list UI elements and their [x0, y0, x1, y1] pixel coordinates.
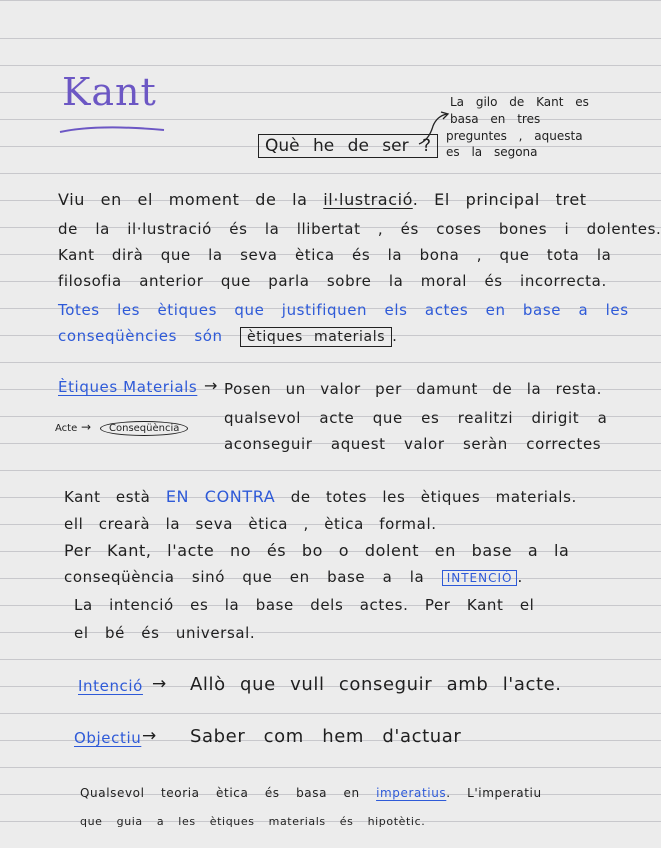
intro-line-1-start: Viu en el moment de la [58, 190, 308, 209]
etiques-materials-term: Ètiques Materials [58, 378, 198, 396]
intro-line-4: filosofia anterior que parla sobre la moral és incorrecta. [58, 272, 607, 290]
contra-line-4-start: conseqüència sinó que en base a la [64, 568, 425, 586]
intro-line-5: Totes les ètiques que justifiquen els actes en base a les [58, 301, 629, 319]
closing-line-1-end: . L'imperatiu [446, 786, 542, 800]
intro-line-1-end: . El principal tret [412, 190, 587, 209]
intencio-term: Intenció [78, 677, 143, 695]
intro-line-2: de la il·lustració és la llibertat , és coses bones i dolentes. [58, 220, 661, 238]
contra-line-1 [64, 487, 577, 506]
intencio-box: INTENCIÓ [442, 570, 518, 586]
closing-line-1-start: Qualsevol teoria ètica és basa en [80, 786, 360, 800]
imperatius-term: imperatius [376, 786, 447, 800]
question-box: Què he de ser ? [258, 134, 438, 158]
intro-line-1 [58, 190, 587, 209]
contra-line-6: el bé és universal. [74, 624, 256, 642]
intencio-definition: Allò que vull conseguir amb l'acte. [190, 674, 562, 695]
contra-line-4-end: . [517, 568, 523, 586]
contra-line-1-start: Kant està [64, 488, 151, 506]
side-note-line-1: La gilo de Kant es [450, 95, 589, 109]
materials-def-1: Posen un valor per damunt de la resta. [224, 380, 602, 398]
diagram-arrow-icon: → [81, 420, 92, 434]
illustracio-term: il·lustració [323, 190, 413, 209]
objectiu-definition: Saber com hem d'actuar [190, 726, 462, 747]
intro-line-6 [58, 327, 397, 345]
contra-line-5: La intenció es la base dels actes. Per Kant el [74, 596, 535, 614]
diagram-consequencia-ellipse: Conseqüència [100, 421, 188, 436]
en-contra-text: EN CONTRA [165, 487, 276, 506]
side-note-line-2: basa en tres [450, 112, 541, 126]
contra-line-1-end: de totes les ètiques materials. [290, 488, 577, 506]
contra-line-2: ell crearà la seva ètica , ètica formal. [64, 515, 437, 533]
intencio-arrow-icon: → [152, 674, 167, 694]
closing-line-2: que guia a les ètiques materials és hipotètic. [80, 815, 426, 828]
consequencies-text: conseqüències són [58, 327, 223, 345]
contra-line-4 [64, 568, 523, 586]
intro-line-3: Kant dirà que la seva ètica és la bona , que tota la [58, 246, 612, 264]
contra-line-3: Per Kant, l'acte no és bo o dolent en base a la [64, 541, 570, 560]
intro-line-6-end: . [392, 327, 398, 345]
objectiu-arrow-icon: → [142, 726, 157, 746]
materials-def-2: qualsevol acte que es realitzi dirigit a [224, 409, 608, 427]
page-title: Kant [62, 70, 157, 114]
materials-def-3: aconseguir aquest valor seràn correctes [224, 435, 602, 453]
diagram-acte-label: Acte [55, 423, 78, 434]
objectiu-term: Objectiu [74, 729, 142, 747]
side-note-line-4: es la segona [446, 145, 538, 159]
title-underline [58, 122, 168, 138]
closing-line-1 [80, 786, 542, 800]
side-note-line-3: preguntes , aquesta [446, 129, 583, 143]
materials-arrow-icon: → [204, 376, 218, 395]
etiques-materials-box: ètiques materials [240, 327, 392, 347]
